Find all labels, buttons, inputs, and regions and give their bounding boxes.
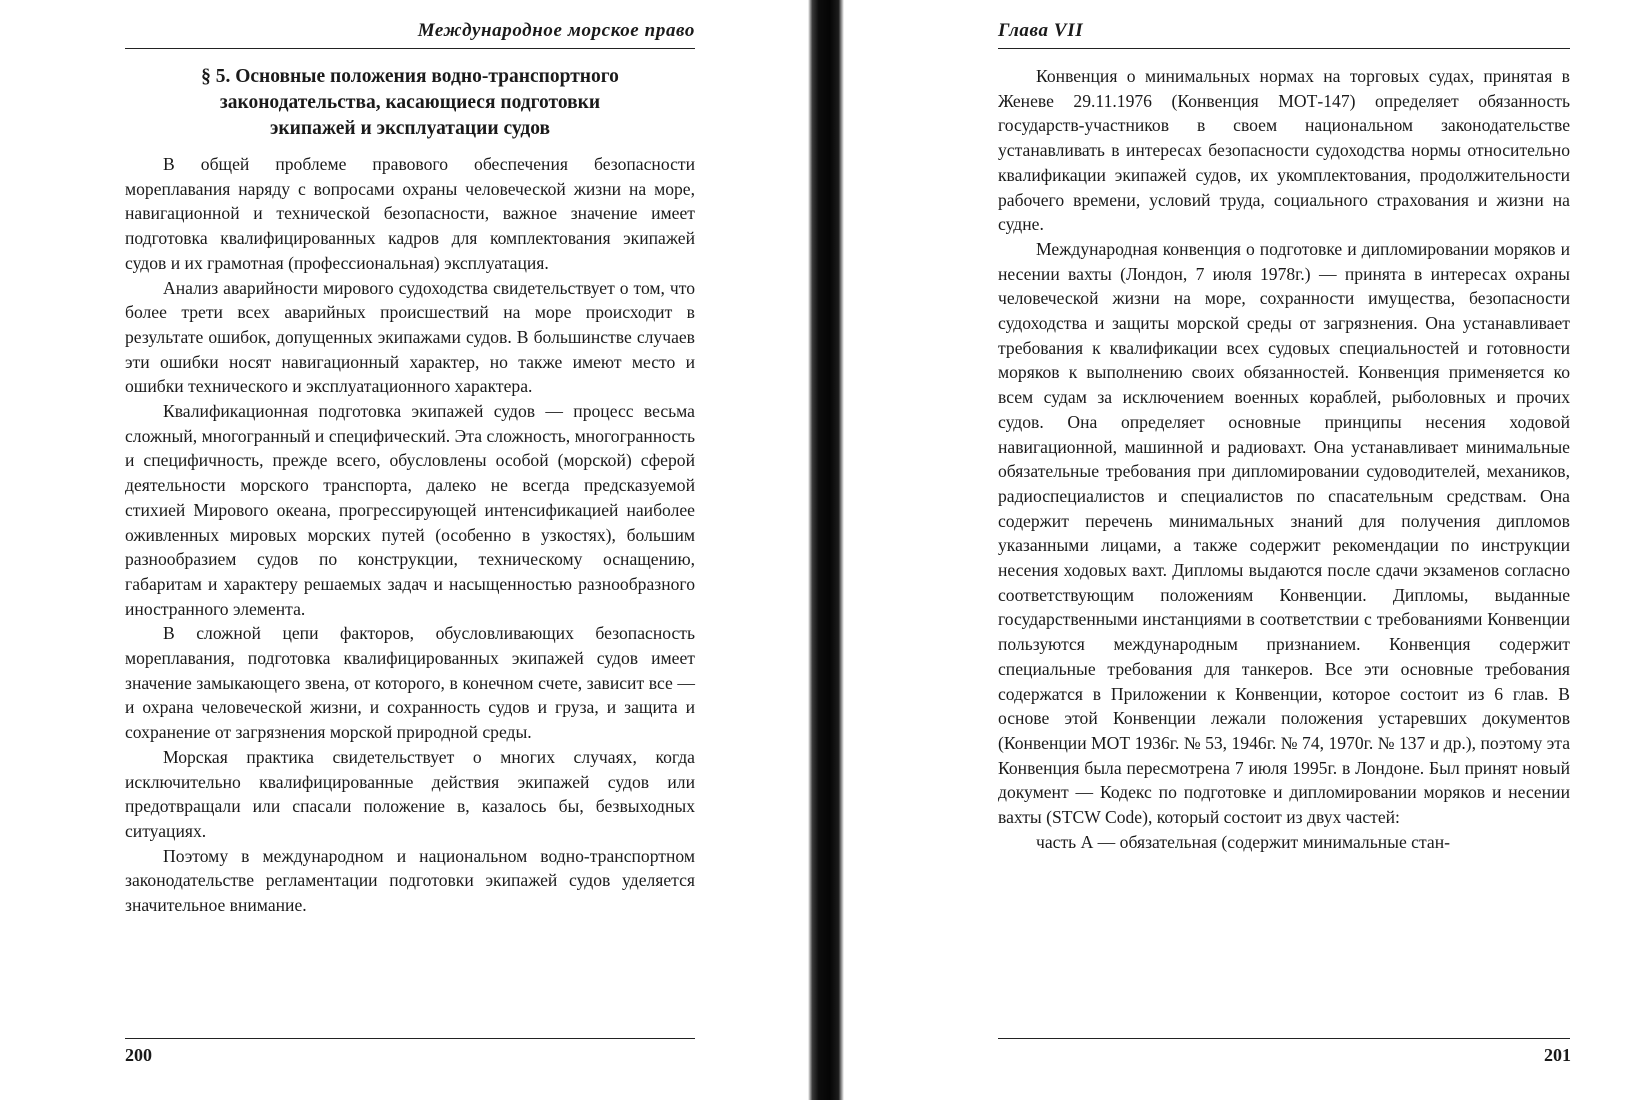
- paragraph: Морская практика свидетельствует о многих случаях, когда исключительно квалифицированные действия экипажей судов или предотвращали или спасали положение в, казалось бы, безвыходных ситуациях.: [125, 746, 695, 841]
- paragraph: Международная конвенция о подготовке и дипломировании моряков и несении вахты (Лондон, 7 июля 1978г.) — принята в интересах охраны человеческой жизни на море, сохранности имущества, безопасности судоходства и защиты морской среды от загрязнения. Она устанавливает требования к квалификации всех судовых специальностей и готовности моряков к выполнению своих обязанностей. Конвенция применяется ко всем судам за исключением военных кораблей, рыболовных и прочих судов. Она определяет основные принципы несения ходовой навигационной, машинной и радиовахт. Она устанавливает минимальные обязательные требования при дипломировании судоводителей, механиков, радиоспециалистов и специалистов по спасательным средствам. Она содержит перечень минимальных знаний для получения дипломов указанными лицами, а также содержит рекомендации по инструкции несения ходовых вахт. Дипломы выдаются после сдачи экзаменов согласно соответствующим положениям Конвенции. Дипломы, выданные государственными инстанциями в соответствии с требованиями Конвенции пользуются международным признанием. Конвенция содержит специальные требования для танкеров. Все эти основные требования содержатся в Приложении к Конвенции, которое состоит из 6 глав. В основе этой Конвенции лежали положения устаревших документов (Конвенции МОТ 1936г. № 53, 1946г. № 74, 1970г. № 137 и др.), поэтому эта Конвенция была пересмотрена 7 июля 1995г. в Лондоне. Был принят новый документ — Кодекс по подготовке и дипломировании моряков и несении вахты (STCW Code), который состоит из двух частей:: [998, 238, 1570, 828]
- section-heading: § 5. Основные положения водно-транспортного законодательства, касающиеся подготовки экипажей и эксплуатации судов: [201, 66, 619, 139]
- page-number: 201: [1544, 1045, 1571, 1065]
- left-page: [0, 0, 820, 1100]
- body-text: [125, 152, 695, 918]
- running-head: Глава VII: [998, 20, 1084, 41]
- right-page: [828, 0, 1646, 1100]
- body-text: [998, 64, 1570, 855]
- header-rule: [998, 48, 1570, 49]
- paragraph: Квалификационная подготовка экипажей судов — процесс весьма сложный, многогранный и специфический. Эта сложность, многогранность и специфичность, прежде всего, обусловлены особой (морской) сферой деятельности морского транспорта, далеко не всегда предсказуемой стихией Мирового океана, прогрессирующей интенсификацией наиболее оживленных мировых морских путей (особенно в узкостях), большим разнообразием судов по конструкции, техническому оснащению, габаритам и характеру решаемых задач и насыщенностью разнообразного иностранного элемента.: [125, 401, 695, 619]
- paragraph: часть А — обязательная (содержит минимальные стан-: [1036, 831, 1450, 852]
- running-head: Международное морское право: [417, 20, 695, 41]
- paragraph: Анализ аварийности мирового судоходства свидетельствует о том, что более трети всех аварийных происшествий на море происходит в результате ошибок, допущенных экипажами судов. В большинстве случаев эти ошибки носят навигационный характер, но также имеют место и ошибки технического и эксплуатационного характера.: [125, 277, 695, 397]
- paragraph: Конвенция о минимальных нормах на торговых судах, принятая в Женеве 29.11.1976 (Конвенция МОТ-147) определяет обязанность государств-участников в своем национальном законодательстве устанавливать в интересах безопасности судоходства нормы относительно квалификации экипажей судов, их укомплектования, продолжительности рабочего времени, условий труда, социального страхования и жизни на судне.: [998, 66, 1570, 235]
- paragraph: В сложной цепи факторов, обусловливающих безопасность мореплавания, подготовка квалифицированных экипажей судов имеет значение замыкающего звена, от которого, в конечном счете, зависит все — и охрана человеческой жизни, и сохранность судов и груза, и защита и сохранение от загрязнения морской природной среды.: [125, 623, 695, 743]
- page-number: 200: [125, 1045, 152, 1065]
- header-rule: [125, 48, 695, 49]
- paragraph: Поэтому в международном и национальном водно-транспортном законодательстве регламентации подготовки экипажей судов уделяется значительное внимание.: [125, 845, 695, 916]
- footer-rule: [998, 1038, 1570, 1039]
- paragraph: В общей проблеме правового обеспечения безопасности мореплавания наряду с вопросами охраны человеческой жизни на море, навигационной и технической безопасности, важное значение имеет подготовка квалифицированных кадров для комплектования экипажей судов и их грамотная (профессиональная) эксплуатация.: [125, 154, 695, 273]
- footer-rule: [125, 1038, 695, 1039]
